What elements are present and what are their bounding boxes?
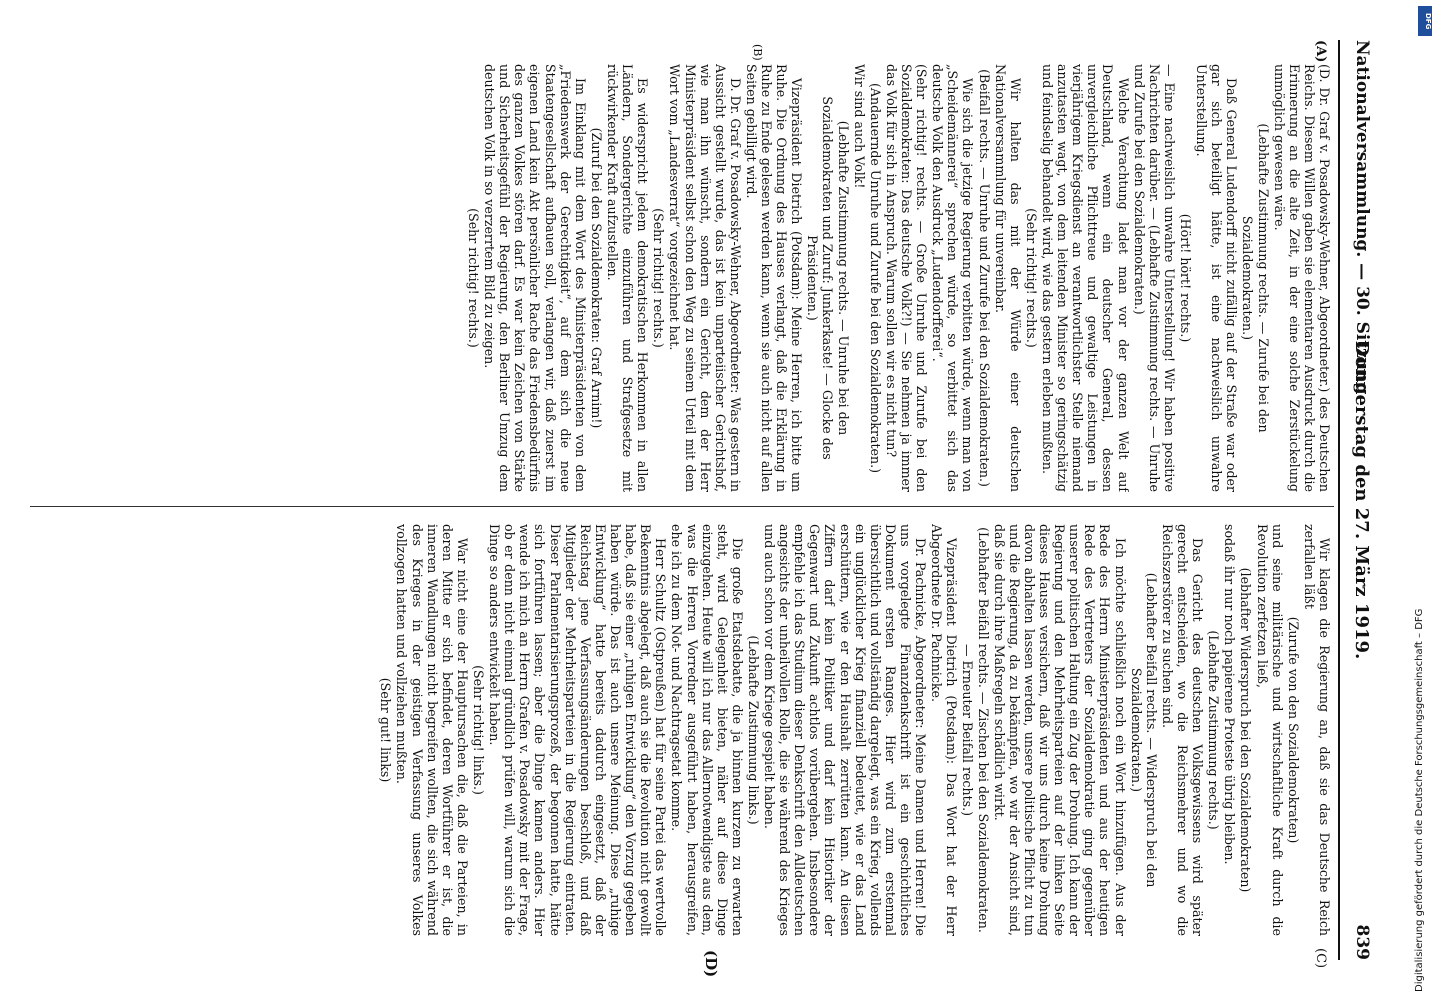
interjection: (Hört! hört! rechts.) (1178, 213, 1194, 343)
paragraph: Wir sind auch Volk! (851, 64, 867, 189)
paragraph: Wie sich die jetzige Regierung verbitten würde, wenn man von „Scheidemännerei“ sprechen würde, so verbittet sich das deutsche Volk den Ausdruck „Ludendorfferei“. (930, 64, 976, 492)
interjection: (Zuruf bei den Sozialdemokraten: Graf Arnim!) (588, 127, 604, 429)
page-header (1338, 40, 1380, 960)
margin-marker-a: (A) (1313, 40, 1328, 63)
paragraph: Vizepräsident Dietrich (Potsdam): Das Wort hat der Herr Abgeordnete Dr. Pachnicke. (929, 524, 960, 936)
interjection: (Lebhafte Zustimmung rechts. — Zurufe bei den Sozialdemokraten.) (1240, 123, 1271, 433)
paragraph: sodaß ihr nur noch papierene Proteste übrig bleiben. (1222, 524, 1238, 865)
paragraph: und seine militärische und wirtschaftliche Kraft durch die Revolution zerfetzen ließ, (1254, 524, 1285, 936)
interjection: (Sehr richtig! links.) (470, 665, 486, 795)
interjection: (Sehr richtig! rechts.) (465, 208, 481, 348)
paragraph: Ich möchte schließlich noch ein Wort hinzufügen. Aus der Rede des Herrn Ministerpräsidenten und aus der heutigen Rede des Vertreters der Sozialdemokratie ging gegenüber unserer politischen Haltung ein Zug der Drohung. Ich kann der Regierung und den Mehrheitsparteien auf der linken Seite dieses Hauses versichern, daß wir uns durch keine Drohung davon abhalten lassen werden, unsere politische Pflicht zu tun und die Regierung, da zu bekämpfen, wo wir der Ansicht sind, daß sie durch ihre Maßregeln schädlich wirkt. (991, 524, 1128, 936)
interjection: (Lebhafter Beifall rechts. — Widerspruch bei den Sozialdemokraten.) (1128, 572, 1159, 888)
paragraph: Wir klagen die Regierung an, daß sie das Deutsche Reich zerfallen läßt (1301, 524, 1332, 936)
paragraph: Daß General Ludendorff nicht zufällig auf der Straße war oder gar sich beteiligt hätte, ist eine nachweislich unwahre Unterstellung. (1194, 64, 1240, 492)
margin-marker-b: (B) (751, 44, 764, 61)
paragraph: D. Dr. Graf v. Posadowsky-Wehner, Abgeordneter: Was gestern in Aussicht gestellt wurde, das ist kein unparteiischer Gerichtshof, wie man ihn wünscht, sondern ein Gericht, dem der Herr Ministerpräsident selbst schon den Weg zu seinem Urteil mit dem Wort vom „Landesverrat“ vorgezeichnet hat. (667, 64, 743, 492)
header-assembly: Nationalversammlung. — 30. Sitzung. (1352, 40, 1372, 401)
margin-marker-c: (C) (1313, 948, 1328, 969)
paragraph: Welche Verachtung ladet man vor der ganzen Welt auf Deutschland, wenn ein deutscher General, dessen unvergleichliche Pflichttreue und gewaltige Leistungen in vierjährigem Kriegsdienst an verantwortlichster Stelle niemand anzutasten wagt, von dem leitenden Minister so geringschätzig und feindselig behandelt wird, wie das gestern erleben mußten. (1040, 64, 1131, 492)
paragraph: Vizepräsident Dietrich (Potsdam): Meine Herren, ich bitte um Ruhe. Die Ordnung des Hauses verlangt, daß die Erklärung in Ruhe zu Ende gelesen werden kann, wenn sie auch nicht auf allen Seiten gebilligt wird. (743, 64, 805, 492)
interjection: (Zurufe von den Sozialdemokraten) (1285, 616, 1301, 844)
paragraph: Dr. Pachnicke, Abgeordneter: Meine Damen und Herren! Die uns vorgelegte Finanzdenkschrift ist ein geschichtliches Dokument ersten Ranges. Hier wird zum erstenmal übersichtlich und vollständig dargelegt, was ein Krieg, vollends ein unglücklicher Krieg finanziell bedeutet, wie er das Land erschüttern, wie er den Haushalt zerrütten kann. An diesen Ziffern darf kein Politiker und darf kein Historiker der Gegenwart und Zukunft achtlos vorübergehen. Insbesondere empfehle ich das Studium dieser Denkschrift den Alldeutschen angesichts der unheilvollen Rolle, die sie während des Krieges und auch schon vor dem Kriege gespielt haben. (762, 524, 929, 936)
paragraph: Im Einklang mit dem Wort des Ministerpräsidenten von dem „Friedenswerk der Gerechtigkeit“, auf dem sich die neue Staatengesellschaft aufbauen soll, verlangen wir, daß zuerst im eigenen Land kein Akt persönlicher Rache das Friedensbedürfnis des ganzen Volkes stören darf. Es war kein Zeichen von Stärke und Sicherheitsgefühl der Regierung, den Berliner Umzug dem deutschen Volk in so verzerrtem Bild zu zeigen. (482, 64, 588, 492)
text-column-right (20, 524, 1332, 936)
paragraph: War nicht eine der Hauptursachen die, daß die Parteien, in deren Mitte er sich befindet, deren Wortführer er ist, die inneren Wandlungen nicht begreifen wollten, die sich während des Krieges in der geistigen Verfassung unseres Volkes vollzogen hatten und vollziehen mußten. (394, 524, 470, 936)
funding-note-text: Digitalisierung gefördert durch die Deutsche Forschungsgemeinschaft – DFG (1414, 608, 1425, 992)
interjection: (Andauernde Unruhe und Zurufe bei den Sozialdemokraten.) (867, 82, 883, 474)
interjection: (Sehr richtig! rechts.) (651, 208, 667, 348)
interjection: (Beifall rechts. — Unruhe und Zurufe bei den Sozialdemokraten.) (976, 69, 992, 487)
paragraph: Die große Etatsdebatte, die ja binnen kurzem zu erwarten steht, wird Gelegenheit bieten, näher auf diese Dinge einzugehen. Heute will ich nur das Allernotwendigste aus dem, was die Herren Vorredner ausgeführt haben, herausgreifen, ehe ich zu dem Not- und Nachtragsetat komme. (669, 524, 745, 936)
margin-marker-d: (D) (702, 950, 720, 978)
paragraph: Es widerspricht jedem demokratischen Herkommen in allen Ländern, Sondergerichte einzuführen und Strafgesetze mit rückwirkender Kraft aufzustellen. (604, 64, 651, 492)
interjection: (Lebhafter Beifall rechts. — Zischen bei den Sozialdemokraten. — Erneuter Beifall rechts.) (960, 527, 991, 933)
interjection: (Lebhafte Zustimmung rechts. — Unruhe bei den Sozialdemokraten und Zuruf: Junkerkaste! — Glocke des Präsidenten.) (805, 96, 851, 460)
paragraph: Das Gericht des deutschen Volksgewissens wird später gerecht entscheiden, wo die Reichsmehrer und wo die Reichszerstörer zu suchen sind. (1159, 524, 1206, 936)
interjection: (Lebhafte Zustimmung links.) (745, 635, 761, 825)
header-date: Donnerstag den 27. März 1919. (1351, 340, 1372, 660)
interjection: (Sehr richtig! rechts.) (1023, 208, 1039, 348)
dfg-logo: DFG (1418, 6, 1432, 36)
paragraph: (D. Dr. Graf v. Posadowsky-Wehner, Abgeordneter.) des Deutschen Reichs. Diesem Willen gaben sie elementaren Ausdruck durch die Erinnerung an die alte Zeit, in der eine solche Zerstückelung unmöglich gewesen wäre. (1271, 64, 1332, 492)
interjection: (Sehr gut! links) (378, 677, 394, 783)
text-column-left (20, 64, 1332, 492)
interjection: (Lebhafte Zustimmung rechts.) (1206, 630, 1222, 830)
page-number: 839 (1352, 924, 1372, 960)
paragraph: Wir halten das mit der Würde einer deutschen Nationalversammlung für unvereinbar. (992, 64, 1023, 492)
funding-note (1410, 8, 1430, 992)
paragraph: — Eine nachweislich unwahre Unterstellung! Wir haben positive Nachrichten darüber. — (Lebhafte Zustimmung rechts. — Unruhe und Zurufe bei den Sozialdemokraten.) (1131, 64, 1177, 492)
paragraph: (Sehr richtig! rechts. — Große Unruhe und Zurufe bei den Sozialdemokraten: Das deutsche Volk?!) — Sie nehmen ja immer das Volk für sich in Anspruch. Warum sollen wir es nicht tun? (883, 64, 930, 492)
paragraph: Herr Schultz (Ostpreußen) hat für seine Partei das wertvolle Bekenntnis abgelegt, daß auch sie die Revolution nicht gewollt habe, daß sie einer „ruhigen Entwicklung“ den Vorzug gegeben haben würde. Das ist auch unsere Meinung. Diese „ruhige Entwicklung“ hatte bereits dadurch eingesetzt, daß der Reichstag jene Verfassungsänderungen beschloß, und daß Mitglieder der Mehrheitsparteien in die Regierung eintraten. Dieser Parlamentarisierungsprozeß, der begonnen hatte, hätte sich fortführen lassen; aber die Dinge kamen anders. Hier wende ich mich an Herrn Grafen v. Posadowsky mit der Frage, ob er denn nicht einmal gründlich prüfen will, warum sich die Dinge so anders entwickelt haben. (487, 524, 669, 936)
interjection: (lebhafter Widerspruch bei den Sozialdemokraten) (1238, 567, 1254, 893)
column-divider (30, 506, 1334, 507)
